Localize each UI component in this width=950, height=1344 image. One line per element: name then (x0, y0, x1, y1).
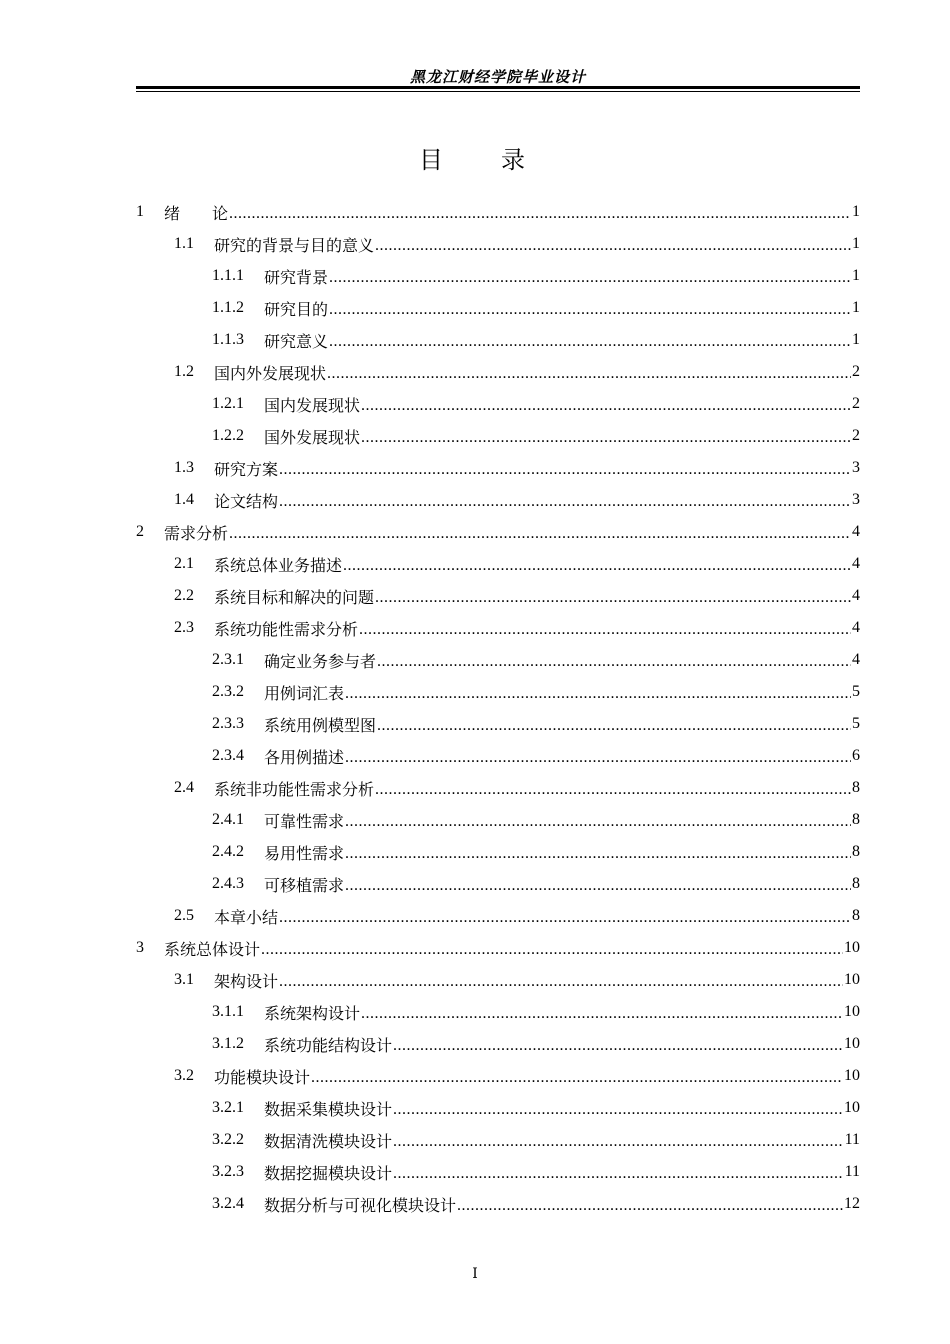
toc-entry-page: 1 (852, 331, 860, 348)
toc-entry-number: 1.4 (174, 491, 194, 508)
toc-dot-leader (279, 909, 851, 927)
toc-dot-leader (345, 749, 851, 767)
toc-entry-page: 3 (852, 491, 860, 508)
toc-entry[interactable] (136, 804, 860, 836)
toc-entry-title: 可移植需求 (264, 877, 345, 895)
toc-dot-leader (345, 877, 851, 895)
toc-entry-number: 2.5 (174, 907, 194, 924)
toc-dot-leader (261, 941, 843, 959)
toc-entry-number: 3.2.3 (212, 1163, 244, 1180)
header-rule-thin (136, 91, 860, 92)
toc-entry-page: 6 (852, 747, 860, 764)
toc-entry-page: 4 (852, 555, 860, 572)
toc-entry-title: 系统用例模型图 (264, 717, 377, 735)
toc-entry-number: 3.2.1 (212, 1099, 244, 1116)
toc-entry-title: 数据清洗模块设计 (264, 1133, 393, 1151)
toc-entry-page: 1 (852, 203, 860, 220)
toc-entry[interactable] (136, 356, 860, 388)
toc-entry-number: 1.2.2 (212, 427, 244, 444)
header-text: 黑龙江财经学院毕业设计 (409, 68, 586, 86)
toc-entry-page: 10 (844, 1099, 860, 1116)
toc-entry-number: 2.4.2 (212, 843, 244, 860)
toc-entry-page: 5 (852, 715, 860, 732)
toc-entry-title: 国内发展现状 (264, 397, 361, 415)
toc-entry[interactable] (136, 836, 860, 868)
toc-entry-number: 1 (136, 203, 144, 220)
toc-dot-leader (377, 653, 851, 671)
toc-entry[interactable] (136, 996, 860, 1028)
toc-dot-leader (229, 205, 851, 223)
toc-entry-page: 4 (852, 619, 860, 636)
toc-entry-title: 绪 论 (164, 205, 229, 223)
toc-entry-page: 4 (852, 523, 860, 540)
toc-entry-page: 1 (852, 235, 860, 252)
toc-dot-leader (345, 685, 851, 703)
toc-entry[interactable] (136, 644, 860, 676)
toc-entry-title: 系统总体设计 (164, 941, 261, 959)
toc-dot-leader (361, 397, 851, 415)
toc-entry[interactable] (136, 772, 860, 804)
toc-dot-leader (279, 461, 851, 479)
toc-entry-title: 数据采集模块设计 (264, 1101, 393, 1119)
toc-entry-title: 数据分析与可视化模块设计 (264, 1197, 457, 1215)
toc-dot-leader (329, 269, 851, 287)
toc-dot-leader (375, 237, 851, 255)
toc-entry-number: 2 (136, 523, 144, 540)
toc-entry[interactable] (136, 484, 860, 516)
toc-entry-title: 系统架构设计 (264, 1005, 361, 1023)
toc-entry-number: 2.3.1 (212, 651, 244, 668)
header-rule-thick (136, 86, 860, 89)
toc-entry-number: 1.1.3 (212, 331, 244, 348)
toc-entry-number: 1.1 (174, 235, 194, 252)
toc-entry-page: 12 (844, 1195, 860, 1212)
toc-entry-number: 3.1.1 (212, 1003, 244, 1020)
toc-dot-leader (393, 1101, 843, 1119)
toc-entry-title: 研究意义 (264, 333, 329, 351)
page-number: I (472, 1266, 478, 1282)
toc-entry[interactable] (136, 260, 860, 292)
toc-entry-title: 系统目标和解决的问题 (214, 589, 375, 607)
toc-entry-title: 本章小结 (214, 909, 279, 927)
toc-entry[interactable] (136, 1124, 860, 1156)
toc-entry-page: 1 (852, 299, 860, 316)
toc-entry[interactable] (136, 932, 860, 964)
toc-entry-number: 3.1 (174, 971, 194, 988)
toc-entry-title: 各用例描述 (264, 749, 345, 767)
toc-entry-number: 2.4 (174, 779, 194, 796)
toc-entry-number: 1.1.2 (212, 299, 244, 316)
toc-entry-number: 1.3 (174, 459, 194, 476)
toc-entry-page: 3 (852, 459, 860, 476)
toc-dot-leader (327, 365, 851, 383)
toc-entry[interactable] (136, 388, 860, 420)
toc-entry-page: 4 (852, 651, 860, 668)
toc-entry-page: 10 (844, 1003, 860, 1020)
toc-entry-title: 系统非功能性需求分析 (214, 781, 375, 799)
toc-dot-leader (329, 333, 851, 351)
toc-entry[interactable] (136, 964, 860, 996)
toc-dot-leader (345, 813, 851, 831)
toc-dot-leader (343, 557, 851, 575)
toc-entry-number: 1.2.1 (212, 395, 244, 412)
toc-entry-number: 2.2 (174, 587, 194, 604)
toc-dot-leader (377, 717, 851, 735)
toc-entry-number: 2.4.1 (212, 811, 244, 828)
toc-entry-number: 2.3.3 (212, 715, 244, 732)
toc-entry-number: 1.2 (174, 363, 194, 380)
table-of-contents (136, 196, 860, 1220)
toc-entry-title: 研究背景 (264, 269, 329, 287)
toc-entry[interactable] (136, 580, 860, 612)
toc-entry-page: 8 (852, 779, 860, 796)
toc-entry[interactable] (136, 548, 860, 580)
toc-entry-title: 系统总体业务描述 (214, 557, 343, 575)
toc-entry-title: 可靠性需求 (264, 813, 345, 831)
toc-dot-leader (361, 1005, 843, 1023)
toc-entry-page: 5 (852, 683, 860, 700)
toc-entry-page: 8 (852, 811, 860, 828)
toc-dot-leader (345, 845, 851, 863)
toc-entry-number: 2.3.4 (212, 747, 244, 764)
toc-dot-leader (359, 621, 851, 639)
toc-entry[interactable] (136, 612, 860, 644)
toc-entry-page: 10 (844, 1035, 860, 1052)
toc-entry-page: 8 (852, 875, 860, 892)
toc-entry-title: 确定业务参与者 (264, 653, 377, 671)
toc-title (0, 140, 950, 175)
toc-entry[interactable] (136, 1092, 860, 1124)
toc-entry[interactable] (136, 1028, 860, 1060)
toc-entry-number: 3.2.2 (212, 1131, 244, 1148)
toc-entry-page: 11 (844, 1131, 860, 1148)
toc-entry-title: 研究方案 (214, 461, 279, 479)
toc-dot-leader (279, 973, 843, 991)
toc-entry[interactable] (136, 516, 860, 548)
toc-entry-title: 需求分析 (164, 525, 229, 543)
toc-entry-page: 10 (844, 971, 860, 988)
toc-entry[interactable] (136, 900, 860, 932)
toc-entry[interactable] (136, 676, 860, 708)
toc-title-right: 录 (501, 146, 531, 174)
toc-title-left: 目 (419, 146, 449, 174)
toc-dot-leader (375, 781, 851, 799)
toc-dot-leader (329, 301, 851, 319)
toc-entry[interactable] (136, 708, 860, 740)
toc-dot-leader (393, 1165, 844, 1183)
toc-entry[interactable] (136, 292, 860, 324)
toc-entry[interactable] (136, 196, 860, 228)
toc-entry-number: 2.4.3 (212, 875, 244, 892)
toc-dot-leader (457, 1197, 843, 1215)
toc-entry-page: 10 (844, 1067, 860, 1084)
toc-dot-leader (311, 1069, 843, 1087)
toc-dot-leader (279, 493, 851, 511)
toc-dot-leader (229, 525, 851, 543)
toc-entry-title: 数据挖掘模块设计 (264, 1165, 393, 1183)
toc-entry[interactable] (136, 1156, 860, 1188)
toc-entry-page: 2 (852, 395, 860, 412)
toc-entry-title: 易用性需求 (264, 845, 345, 863)
toc-entry[interactable] (136, 1188, 860, 1220)
toc-entry-number: 3.2 (174, 1067, 194, 1084)
toc-entry[interactable] (136, 452, 860, 484)
toc-entry-number: 3 (136, 939, 144, 956)
toc-entry-number: 2.1 (174, 555, 194, 572)
toc-entry-title: 研究的背景与目的意义 (214, 237, 375, 255)
toc-entry-page: 11 (844, 1163, 860, 1180)
toc-dot-leader (375, 589, 851, 607)
toc-entry-page: 8 (852, 843, 860, 860)
toc-entry[interactable] (136, 420, 860, 452)
toc-dot-leader (361, 429, 851, 447)
toc-entry-title: 架构设计 (214, 973, 279, 991)
toc-dot-leader (393, 1133, 844, 1151)
toc-entry-title: 系统功能结构设计 (264, 1037, 393, 1055)
toc-entry-title: 研究目的 (264, 301, 329, 319)
toc-entry[interactable] (136, 228, 860, 260)
toc-dot-leader (393, 1037, 843, 1055)
toc-entry[interactable] (136, 868, 860, 900)
toc-entry-title: 国外发展现状 (264, 429, 361, 447)
toc-entry-number: 2.3 (174, 619, 194, 636)
toc-entry[interactable] (136, 1060, 860, 1092)
toc-entry[interactable] (136, 740, 860, 772)
toc-entry-title: 功能模块设计 (214, 1069, 311, 1087)
toc-entry-number: 2.3.2 (212, 683, 244, 700)
toc-entry-page: 2 (852, 363, 860, 380)
toc-entry-page: 1 (852, 267, 860, 284)
toc-entry-page: 8 (852, 907, 860, 924)
toc-entry-title: 论文结构 (214, 493, 279, 511)
toc-entry-page: 2 (852, 427, 860, 444)
toc-entry-number: 1.1.1 (212, 267, 244, 284)
toc-entry-title: 系统功能性需求分析 (214, 621, 359, 639)
toc-entry-number: 3.1.2 (212, 1035, 244, 1052)
toc-entry[interactable] (136, 324, 860, 356)
toc-entry-title: 国内外发展现状 (214, 365, 327, 383)
toc-entry-number: 3.2.4 (212, 1195, 244, 1212)
toc-entry-title: 用例词汇表 (264, 685, 345, 703)
toc-entry-page: 10 (844, 939, 860, 956)
toc-entry-page: 4 (852, 587, 860, 604)
